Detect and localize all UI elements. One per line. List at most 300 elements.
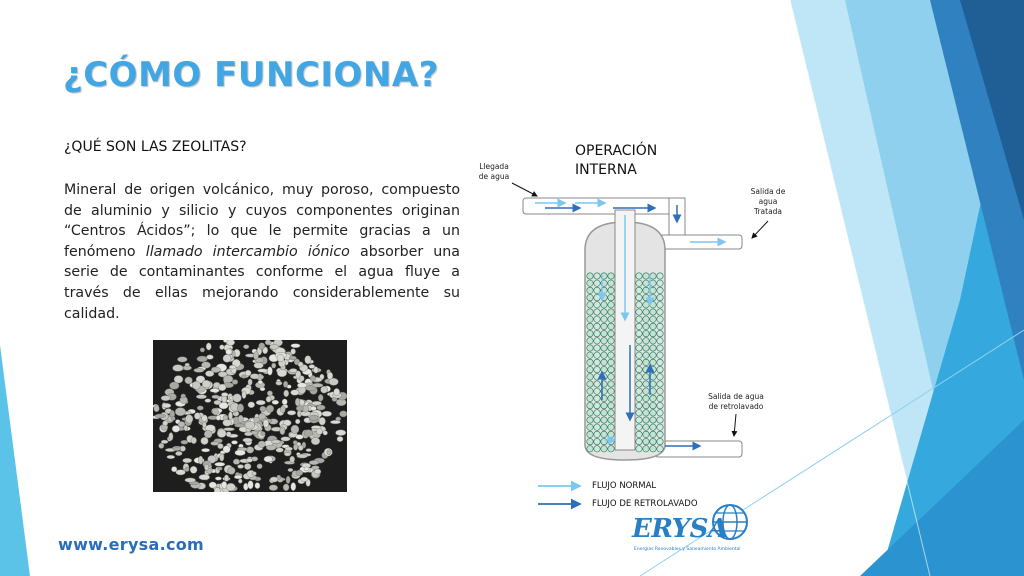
zeolite-bead xyxy=(608,338,614,344)
zeolite-bead xyxy=(636,417,642,423)
zeolite-stones xyxy=(153,340,347,492)
zeolite-stone xyxy=(215,462,225,466)
zeolite-bead xyxy=(650,374,656,380)
zeolite-stone xyxy=(270,344,279,349)
zeolite-stone xyxy=(266,396,271,402)
zeolite-stone xyxy=(205,399,211,403)
zeolite-stone xyxy=(194,413,200,420)
zeolite-stone xyxy=(185,415,193,423)
zeolite-bead xyxy=(601,417,607,423)
zeolite-stone xyxy=(214,488,220,493)
zeolite-bead xyxy=(594,417,600,423)
zeolite-bead xyxy=(608,352,614,358)
zeolite-bead xyxy=(650,424,656,430)
zeolite-bead xyxy=(636,316,642,322)
zeolite-bead xyxy=(587,273,593,279)
zeolite-stone xyxy=(257,464,262,469)
label-backwash-line-2: de retrolavado xyxy=(708,402,764,411)
zeolite-bead xyxy=(594,438,600,444)
zeolite-bead xyxy=(608,345,614,351)
zeolite-stone xyxy=(310,406,316,410)
zeolite-stone xyxy=(232,380,238,385)
inlet-pipe xyxy=(523,198,685,214)
zeolite-stone xyxy=(264,456,273,462)
zeolite-stone xyxy=(194,368,204,372)
zeolite-stone xyxy=(312,383,323,387)
zeolite-bead xyxy=(594,323,600,329)
erysa-logo xyxy=(632,502,747,558)
zeolite-bead xyxy=(587,395,593,401)
zeolite-bead xyxy=(650,438,656,444)
zeolite-stone xyxy=(243,345,249,349)
zeolite-bead xyxy=(636,395,642,401)
zeolite-stone xyxy=(314,469,321,474)
zeolite-bead xyxy=(636,381,642,387)
zeolite-bead xyxy=(643,381,649,387)
label-treated-line-2: agua xyxy=(758,197,778,206)
zeolite-bead xyxy=(594,302,600,308)
zeolite-bead xyxy=(650,446,656,452)
zeolite-stone xyxy=(272,363,276,368)
zeolite-stone xyxy=(244,432,252,436)
zeolite-stone xyxy=(210,389,220,393)
zeolite-stone xyxy=(185,467,189,471)
zeolite-stone xyxy=(276,448,284,453)
zeolite-stone xyxy=(287,411,296,416)
zeolite-stone xyxy=(201,437,209,444)
zeolite-bead xyxy=(636,359,642,365)
zeolite-bead xyxy=(636,388,642,394)
zeolite-stone xyxy=(248,379,252,385)
zeolite-bead xyxy=(594,294,600,300)
zeolite-bead xyxy=(608,381,614,387)
zeolite-stone xyxy=(181,394,186,398)
zeolite-bead xyxy=(594,395,600,401)
zeolite-stone xyxy=(296,406,303,411)
zeolite-stone xyxy=(154,405,160,411)
zeolite-stone xyxy=(237,404,243,412)
zeolite-bead xyxy=(608,431,614,437)
zeolite-bead xyxy=(650,316,656,322)
zeolite-stone xyxy=(306,449,312,452)
zeolite-stone xyxy=(290,456,295,462)
zeolite-bead xyxy=(636,352,642,358)
zeolite-bead xyxy=(650,309,656,315)
zeolite-bead xyxy=(650,302,656,308)
zeolite-stone xyxy=(291,425,299,433)
zeolite-stone xyxy=(215,477,221,480)
zeolite-bead xyxy=(650,366,656,372)
zeolite-stone xyxy=(167,455,175,459)
zeolite-stone xyxy=(247,458,253,462)
zeolite-bead xyxy=(594,273,600,279)
label-treated-line-3: Tratada xyxy=(753,207,783,216)
zeolite-stone xyxy=(318,394,323,401)
zeolite-stone xyxy=(177,357,187,362)
zeolite-bead xyxy=(643,395,649,401)
zeolite-stone xyxy=(243,438,253,442)
zeolite-stone xyxy=(248,481,254,489)
zeolite-bead xyxy=(587,352,593,358)
zeolite-stone xyxy=(291,483,296,491)
zeolite-bead xyxy=(587,287,593,293)
zeolite-stone xyxy=(261,432,266,436)
zeolite-bead xyxy=(643,374,649,380)
zeolite-bead xyxy=(643,446,649,452)
pointer-treated xyxy=(752,221,768,238)
logo-tagline: Energías Renovables y Saneamiento Ambiental xyxy=(634,547,741,552)
zeolite-bead xyxy=(594,374,600,380)
zeolite-bead xyxy=(587,374,593,380)
zeolite-stone xyxy=(267,391,272,396)
zeolite-bead xyxy=(594,316,600,322)
section-heading: ¿QUÉ SON LAS ZEOLITAS? xyxy=(64,139,247,155)
zeolite-stone xyxy=(291,390,299,396)
zeolite-bead xyxy=(608,323,614,329)
zeolite-stone xyxy=(283,484,289,491)
zeolite-bead xyxy=(657,323,663,329)
zeolite-bead xyxy=(657,302,663,308)
zeolite-bead xyxy=(636,294,642,300)
zeolite-bead xyxy=(608,273,614,279)
zeolite-stone xyxy=(319,417,326,425)
zeolite-stone xyxy=(183,458,192,463)
zeolite-stone xyxy=(297,383,307,388)
zeolite-bead xyxy=(587,388,593,394)
zeolite-bead xyxy=(587,402,593,408)
zeolite-bead xyxy=(657,287,663,293)
zeolite-stone xyxy=(224,428,235,431)
zeolite-stone xyxy=(191,437,197,443)
zeolite-bead xyxy=(636,446,642,452)
zeolite-bead xyxy=(636,273,642,279)
zeolite-bead xyxy=(587,316,593,322)
zeolite-bead xyxy=(636,323,642,329)
zeolite-stone xyxy=(190,466,197,473)
zeolite-stone xyxy=(323,431,328,435)
zeolite-bead xyxy=(643,359,649,365)
zeolite-stone xyxy=(286,476,290,483)
zeolite-stone xyxy=(221,393,228,397)
zeolite-bead xyxy=(650,280,656,286)
zeolite-stone xyxy=(213,408,219,415)
zeolite-bead xyxy=(643,431,649,437)
zeolite-bead xyxy=(587,323,593,329)
zeolite-bead xyxy=(650,345,656,351)
zeolite-bead xyxy=(650,330,656,336)
zeolite-stone xyxy=(329,378,339,385)
zeolite-bead xyxy=(601,431,607,437)
zeolite-bead xyxy=(636,431,642,437)
zeolite-bead xyxy=(657,366,663,372)
zeolite-bead xyxy=(608,359,614,365)
zeolite-bead xyxy=(650,273,656,279)
zeolite-stone xyxy=(161,396,170,401)
zeolite-bead xyxy=(643,302,649,308)
zeolite-stone xyxy=(310,375,315,381)
zeolite-stone xyxy=(304,467,309,471)
zeolite-bead xyxy=(608,302,614,308)
zeolite-bead xyxy=(601,359,607,365)
zeolite-bead xyxy=(643,330,649,336)
zeolite-bead xyxy=(657,338,663,344)
zeolite-bead xyxy=(594,424,600,430)
zeolite-stone xyxy=(175,451,182,455)
zeolite-bead xyxy=(636,424,642,430)
zeolite-bead xyxy=(650,417,656,423)
zeolite-bead xyxy=(587,431,593,437)
zeolite-stone xyxy=(238,479,242,483)
zeolite-bead xyxy=(608,395,614,401)
zeolite-stone xyxy=(299,376,304,382)
zeolite-stone xyxy=(265,340,271,345)
zeolite-bead xyxy=(657,388,663,394)
zeolite-stone xyxy=(201,448,209,452)
zeolite-stone xyxy=(209,482,216,488)
zeolite-bead xyxy=(594,381,600,387)
zeolite-bead xyxy=(643,316,649,322)
left-accent-shape xyxy=(0,345,30,576)
zeolite-stone xyxy=(289,356,296,360)
zeolite-stone xyxy=(321,386,328,393)
zeolite-stone xyxy=(223,419,232,426)
zeolite-stone xyxy=(258,369,268,373)
zeolite-stone xyxy=(234,475,242,479)
zeolite-stone xyxy=(199,474,210,480)
zeolite-bead xyxy=(636,374,642,380)
zeolite-bead xyxy=(650,287,656,293)
zeolite-stone xyxy=(295,398,300,406)
zeolite-stone xyxy=(238,415,243,423)
zeolite-bead xyxy=(594,345,600,351)
zeolite-stone xyxy=(217,467,222,470)
zeolite-bead xyxy=(587,345,593,351)
zeolite-stone xyxy=(185,377,193,384)
zeolite-stone xyxy=(296,470,303,476)
zeolite-bead xyxy=(636,287,642,293)
zeolite-stone xyxy=(248,402,255,408)
zeolite-bead xyxy=(643,345,649,351)
zeolite-stone xyxy=(175,408,186,416)
zeolite-bead xyxy=(657,446,663,452)
zeolite-bead xyxy=(657,359,663,365)
zeolite-stone xyxy=(218,384,226,391)
zeolite-stone xyxy=(196,395,206,399)
zeolite-bead xyxy=(608,366,614,372)
zeolite-stone xyxy=(242,375,247,379)
zeolite-bead xyxy=(587,309,593,315)
zeolite-stone xyxy=(226,349,232,355)
zeolite-stone xyxy=(242,391,246,399)
zeolite-stone xyxy=(229,365,236,369)
label-inlet-line-2: de agua xyxy=(478,172,510,181)
website-link[interactable]: www.erysa.com xyxy=(58,535,205,554)
zeolite-bead xyxy=(587,438,593,444)
zeolite-stone xyxy=(197,356,208,362)
zeolite-bead xyxy=(601,309,607,315)
zeolite-bead xyxy=(587,417,593,423)
zeolite-bead xyxy=(587,366,593,372)
legend-backwash-label: FLUJO DE RETROLAVADO xyxy=(592,499,698,509)
paragraph-italic: llamado intercambio iónico xyxy=(145,243,350,260)
diagram-title-line-1: OPERACIÓN xyxy=(575,143,658,159)
zeolite-stone xyxy=(171,417,175,421)
zeolite-bead xyxy=(587,359,593,365)
zeolite-bead xyxy=(594,330,600,336)
zeolite-bead xyxy=(650,402,656,408)
zeolite-stone xyxy=(298,362,303,367)
zeolite-stone xyxy=(301,477,308,481)
zeolite-bead xyxy=(587,381,593,387)
zeolite-stone xyxy=(231,441,237,445)
zeolite-bead xyxy=(643,323,649,329)
zeolite-bead xyxy=(650,388,656,394)
zeolite-bead xyxy=(608,309,614,315)
zeolite-bead xyxy=(601,330,607,336)
zeolite-stone xyxy=(161,440,168,444)
zeolite-stone xyxy=(311,437,320,444)
zeolite-stone xyxy=(284,390,289,397)
zeolite-bead xyxy=(594,410,600,416)
zeolite-bead xyxy=(601,446,607,452)
zeolite-bead xyxy=(643,410,649,416)
zeolite-bead xyxy=(594,402,600,408)
zeolite-bead xyxy=(594,352,600,358)
zeolite-stone xyxy=(220,345,225,350)
zeolite-bead xyxy=(608,417,614,423)
zeolite-stone xyxy=(223,355,231,363)
zeolite-bead xyxy=(657,316,663,322)
zeolite-bead xyxy=(636,402,642,408)
zeolite-bead xyxy=(601,338,607,344)
zeolite-bead xyxy=(594,309,600,315)
zeolite-bead xyxy=(657,280,663,286)
zeolite-stone xyxy=(280,427,285,435)
zeolite-stone xyxy=(296,435,304,440)
zeolite-stone xyxy=(233,459,240,465)
backwash-outlet-pipe xyxy=(655,441,742,457)
zeolite-stone xyxy=(219,402,228,409)
zeolite-stone xyxy=(312,466,320,470)
zeolite-stone xyxy=(336,430,346,436)
zeolite-stone xyxy=(304,430,313,437)
zeolite-bead xyxy=(636,302,642,308)
zeolite-bead xyxy=(643,294,649,300)
label-inlet-line-1: Llegada xyxy=(479,162,509,171)
zeolite-stone xyxy=(192,381,200,389)
zeolite-stone xyxy=(173,365,184,372)
zeolite-bead xyxy=(657,330,663,336)
pointer-inlet xyxy=(512,183,537,196)
zeolite-stone xyxy=(298,445,303,450)
zeolite-stone xyxy=(293,444,297,451)
zeolite-stone xyxy=(272,400,279,404)
zeolite-stone xyxy=(235,450,246,456)
zeolite-stone xyxy=(223,375,233,382)
zeolite-stone xyxy=(244,463,251,469)
zeolite-stone xyxy=(322,411,332,416)
zeolite-stone xyxy=(227,340,235,346)
zeolite-stone xyxy=(309,460,319,464)
zeolite-stone xyxy=(276,381,282,385)
zeolite-bead xyxy=(601,402,607,408)
zeolite-bead xyxy=(643,338,649,344)
paragraph-text-1: Mineral de origen volcánico, muy poroso, compuesto de aluminio y silicio y cuyos componentes originan “Centros Ácidos”; lo que le permite gracias a un fenómeno xyxy=(64,182,460,260)
zeolite-stone xyxy=(202,380,210,388)
description-paragraph xyxy=(64,180,460,324)
zeolite-stone xyxy=(280,406,285,413)
zeolite-stone xyxy=(340,411,348,417)
zeolite-bead xyxy=(643,366,649,372)
zeolite-stone xyxy=(211,367,220,373)
zeolite-stone xyxy=(277,369,287,376)
zeolite-stone xyxy=(260,387,265,391)
zeolite-bead xyxy=(657,352,663,358)
zeolite-bead xyxy=(643,402,649,408)
zeolite-stone xyxy=(271,440,280,444)
zeolite-stone xyxy=(255,483,260,489)
zeolite-bead xyxy=(650,323,656,329)
zeolite-bead xyxy=(650,294,656,300)
zeolite-bead xyxy=(636,345,642,351)
zeolite-stone xyxy=(269,485,278,491)
zeolite-stone xyxy=(216,415,221,420)
zeolite-stone xyxy=(202,415,208,422)
zeolite-bead xyxy=(636,280,642,286)
zeolite-bead xyxy=(643,309,649,315)
zeolite-bead xyxy=(587,280,593,286)
zeolite-stone xyxy=(253,352,258,360)
zeolite-stone xyxy=(198,456,203,464)
zeolite-bead xyxy=(657,309,663,315)
zeolite-stone xyxy=(295,419,300,424)
zeolite-bead xyxy=(657,395,663,401)
zeolite-bead xyxy=(650,410,656,416)
zeolite-stone xyxy=(234,424,245,427)
zeolite-bead xyxy=(643,280,649,286)
zeolite-bead xyxy=(587,424,593,430)
zeolite-bead xyxy=(636,330,642,336)
legend-normal-label: FLUJO NORMAL xyxy=(592,481,657,491)
diagram-title-line-2: INTERNA xyxy=(575,162,637,178)
zeolite-bead xyxy=(643,287,649,293)
zeolite-stone xyxy=(252,472,257,476)
zeolite-stone xyxy=(266,445,276,450)
zeolite-stone xyxy=(309,415,318,420)
zeolite-bead xyxy=(601,352,607,358)
zeolite-stone xyxy=(245,421,255,429)
zeolite-bead xyxy=(594,359,600,365)
zeolite-stone xyxy=(224,475,229,482)
zeolite-bead xyxy=(650,381,656,387)
zeolite-stone xyxy=(250,374,259,379)
zeolite-stone xyxy=(260,406,266,412)
zeolite-bead xyxy=(657,345,663,351)
zeolite-stone xyxy=(282,399,287,405)
zeolite-bead xyxy=(608,374,614,380)
zeolite-bead xyxy=(643,388,649,394)
zeolite-stone xyxy=(281,437,290,441)
zeolite-bead xyxy=(594,431,600,437)
zeolite-bead xyxy=(657,294,663,300)
zeolite-stone xyxy=(197,406,203,410)
zeolite-stone xyxy=(334,388,340,395)
zeolite-bead xyxy=(594,338,600,344)
zeolite-bead xyxy=(650,395,656,401)
zeolite-bead xyxy=(601,366,607,372)
zeolite-stone xyxy=(256,400,265,405)
zeolite-bead xyxy=(657,424,663,430)
